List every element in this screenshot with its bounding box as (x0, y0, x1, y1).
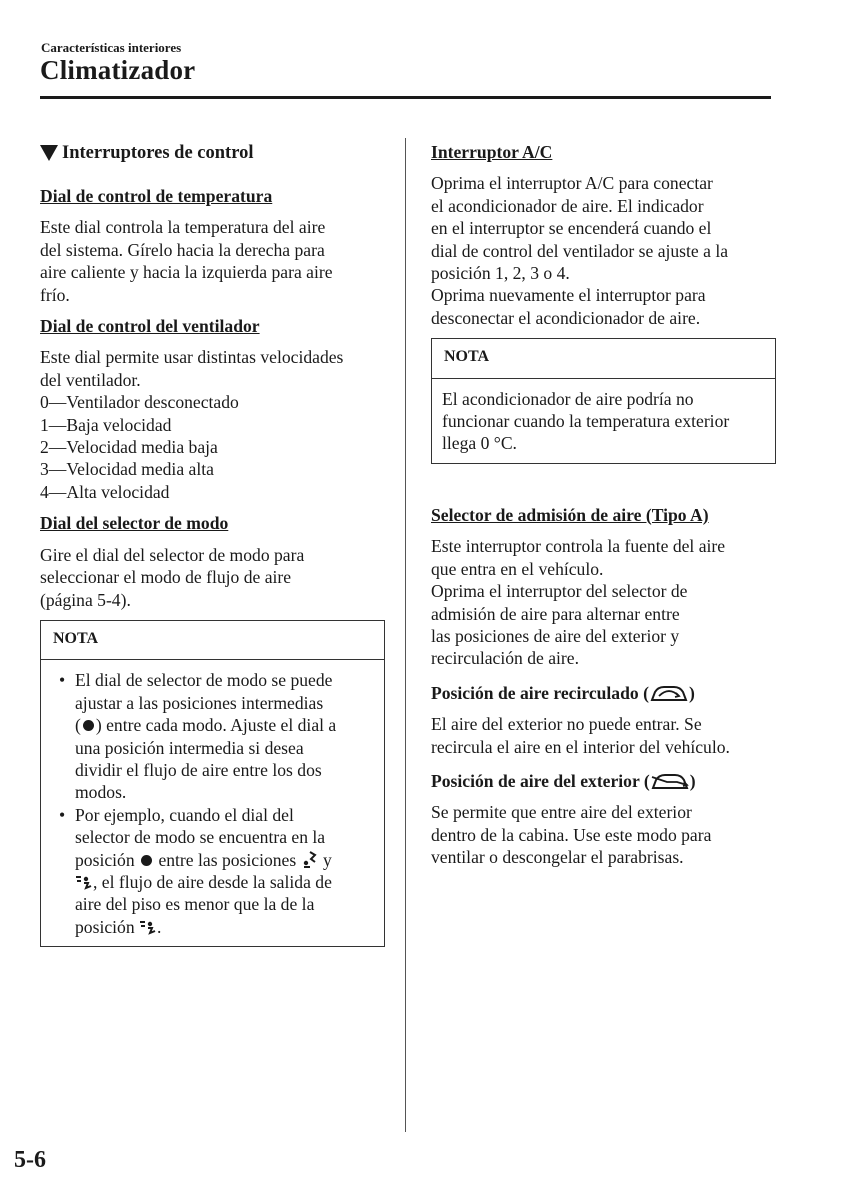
note-bullet (51, 669, 374, 803)
text-fragment: . (157, 916, 162, 937)
header-section-label: Características interiores (41, 40, 182, 55)
bi-level-floor-mode-icon (75, 873, 93, 891)
text-line: (página 5-4). (40, 589, 131, 610)
ac-switch-heading: Interruptor A/C (431, 142, 553, 162)
text-fragment: ) entre cada modo. Ajuste el dial a (95, 715, 337, 736)
text-line: el acondicionador de aire. El indicador (431, 195, 704, 216)
fan-speed-3: 3—Velocidad media alta (40, 459, 214, 480)
outside-air-icon (651, 771, 689, 791)
text-line: en el interruptor se encenderá cuando el (431, 218, 712, 239)
recirculated-air-text (431, 713, 776, 758)
text-fragment: ) (688, 682, 695, 703)
text-line: del sistema. Gírelo hacia la derecha para (40, 239, 325, 260)
note-title: NOTA (432, 339, 775, 378)
text-fragment: Posición de aire recirculado ( (431, 682, 649, 703)
text-fragment: posición (75, 849, 135, 870)
triangle-down-icon (40, 145, 58, 161)
text-line (75, 849, 374, 871)
note-box-ac (431, 338, 776, 464)
text-fragment: Posición de aire del exterior ( (431, 770, 650, 791)
page-title: Climatizador (40, 55, 196, 85)
text-line: dentro de la cabina. Use este modo para (431, 824, 712, 845)
note-body (41, 660, 384, 946)
header-rule (40, 96, 771, 99)
outside-air-text (431, 801, 776, 868)
fan-speed-0: 0—Ventilador desconectado (40, 392, 239, 413)
text-fragment: posición (75, 916, 135, 937)
text-line: frío. (40, 284, 70, 305)
text-line: posición 1, 2, 3 o 4. (431, 263, 570, 284)
text-fragment: ) (689, 770, 696, 791)
fan-speed-1: 1—Baja velocidad (40, 414, 172, 435)
outside-air-heading (431, 770, 776, 792)
fan-dial-text (40, 346, 385, 503)
text-line: Este interruptor controla la fuente del aire (431, 536, 726, 557)
text-line (75, 916, 374, 938)
temp-dial-heading: Dial de control de temperatura (40, 186, 273, 206)
intermediate-position-dot-icon (83, 720, 94, 731)
text-line: admisión de aire para alternar entre (431, 603, 680, 624)
intake-selector-heading: Selector de admisión de aire (Tipo A) (431, 504, 709, 525)
note-bullet (51, 804, 374, 938)
fan-speed-2: 2—Velocidad media baja (40, 437, 218, 458)
text-fragment: ( (75, 715, 81, 736)
text-line: del ventilador. (40, 369, 141, 390)
text-line: El aire del exterior no puede entrar. Se (431, 714, 702, 735)
text-line: desconectar el acondicionador de aire. (431, 307, 701, 328)
text-line: Por ejemplo, cuando el dial del (75, 804, 294, 825)
bi-level-floor-mode-icon (139, 918, 157, 936)
text-line: una posición intermedia si desea (75, 737, 304, 758)
note-title: NOTA (41, 621, 384, 660)
text-line: aire caliente y hacia la izquierda para aire (40, 262, 333, 283)
recirculated-air-heading (431, 682, 776, 704)
mode-dial-text (40, 544, 385, 611)
column-divider (405, 138, 406, 1132)
text-line: ventilar o descongelar el parabrisas. (431, 847, 684, 868)
temp-dial-text (40, 216, 385, 306)
text-line: llega 0 °C. (442, 433, 517, 454)
text-line: dial de control del ventilador se ajuste a la (431, 240, 729, 261)
text-fragment: y (323, 849, 332, 870)
text-line (75, 871, 374, 893)
text-fragment: , el flujo de aire desde la salida de (93, 871, 332, 892)
fan-speed-4: 4—Alta velocidad (40, 481, 170, 502)
text-line (75, 714, 374, 736)
text-fragment: entre las posiciones (158, 849, 297, 870)
bullet-mark: • (59, 670, 66, 691)
text-line: modos. (75, 782, 127, 803)
text-line: funcionar cuando la temperatura exterior (442, 411, 730, 432)
page-number: 5-6 (14, 1147, 46, 1173)
text-line: Este dial permite usar distintas velocidades (40, 347, 344, 368)
right-column (431, 141, 776, 878)
section-title-text: Interruptores de control (62, 143, 254, 163)
section-title (40, 141, 385, 165)
text-line: ajustar a las posiciones intermedias (75, 692, 324, 713)
text-line: dividir el flujo de aire entre los dos (75, 759, 322, 780)
text-line: Oprima nuevamente el interruptor para (431, 285, 706, 306)
text-line: selector de modo se encuentra en la (75, 827, 326, 848)
floor-defrost-mode-icon (301, 851, 319, 869)
text-line: seleccionar el modo de flujo de aire (40, 567, 292, 588)
bullet-mark: • (59, 804, 66, 825)
text-line: recircula el aire en el interior del vehículo. (431, 736, 730, 757)
intake-selector-text (431, 535, 776, 669)
mode-dial-heading: Dial del selector de modo (40, 513, 229, 534)
note-box-mode (40, 620, 385, 947)
text-line: Gire el dial del selector de modo para (40, 544, 305, 565)
text-line: las posiciones de aire del exterior y (431, 625, 680, 646)
text-line: El acondicionador de aire podría no (442, 388, 694, 409)
fan-dial-heading: Dial de control del ventilador (40, 316, 260, 337)
text-line: Se permite que entre aire del exterior (431, 802, 692, 823)
left-column (40, 141, 385, 947)
text-line: aire del piso es menor que la de la (75, 894, 315, 915)
text-line: que entra en el vehículo. (431, 558, 604, 579)
text-line: Este dial controla la temperatura del aire (40, 217, 326, 238)
intermediate-position-dot-icon (141, 855, 152, 866)
recirculate-air-icon (650, 683, 688, 703)
ac-switch-text (431, 172, 776, 329)
text-line: Oprima el interruptor del selector de (431, 581, 688, 602)
text-line: recirculación de aire. (431, 648, 579, 669)
text-line: El dial de selector de modo se puede (75, 670, 333, 691)
text-line: Oprima el interruptor A/C para conectar (431, 173, 713, 194)
note-body (432, 379, 775, 463)
